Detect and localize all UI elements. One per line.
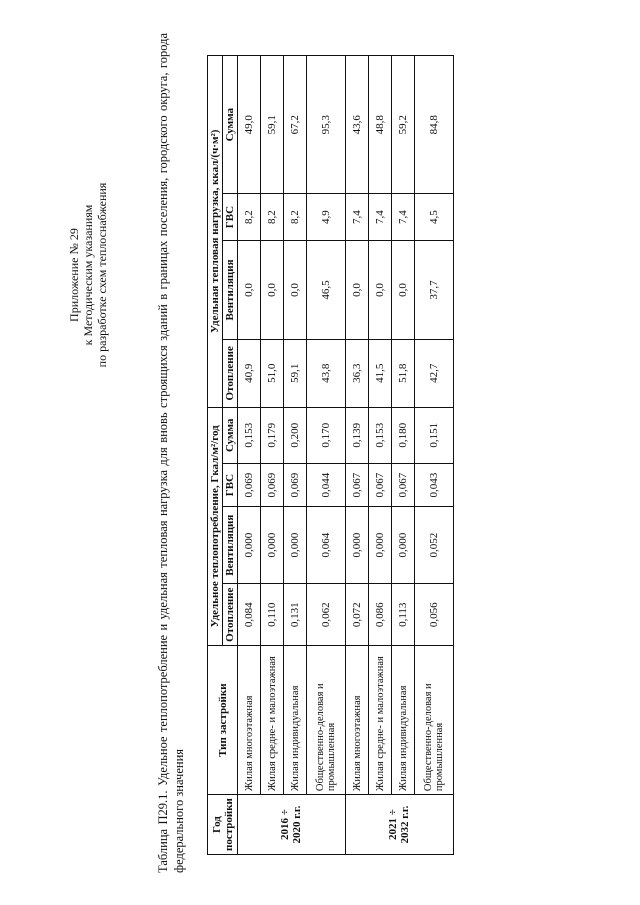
table-row	[345, 56, 368, 855]
value-cell: 0,067	[392, 464, 415, 507]
value-cell: 0,170	[307, 407, 346, 464]
value-cell: 48,8	[369, 56, 392, 194]
value-cell: 59,1	[261, 56, 284, 194]
header-total: Сумма	[223, 407, 238, 464]
value-cell: 8,2	[284, 194, 307, 240]
value-cell: 0,0	[261, 240, 284, 339]
value-cell: 40,9	[238, 340, 261, 407]
table-row	[284, 56, 307, 855]
value-cell: 0,069	[284, 464, 307, 507]
value-cell: 59,1	[284, 340, 307, 407]
building-type-cell: Общественно-деловая и промышленная	[307, 646, 346, 795]
table-row	[238, 56, 261, 855]
header-heating: Отопление	[223, 340, 238, 407]
value-cell: 7,4	[369, 194, 392, 240]
value-cell: 0,200	[284, 407, 307, 464]
building-type-cell: Жилая средне- и малоэтажная	[369, 646, 392, 795]
appendix-note	[67, 95, 109, 455]
value-cell: 0,139	[345, 407, 368, 464]
table-body	[238, 56, 454, 855]
building-type-cell: Жилая индивидуальная	[392, 646, 415, 795]
table-row	[369, 56, 392, 855]
value-cell: 8,2	[238, 194, 261, 240]
value-cell: 43,8	[307, 340, 346, 407]
value-cell: 0,052	[415, 507, 454, 584]
value-cell: 0,069	[261, 464, 284, 507]
value-cell: 84,8	[415, 56, 454, 194]
header-heating: Отопление	[223, 584, 238, 646]
value-cell: 95,3	[307, 56, 346, 194]
value-cell: 0,0	[392, 240, 415, 339]
value-cell: 0,0	[238, 240, 261, 339]
header-ventilation: Вентиляция	[223, 507, 238, 584]
value-cell: 0,0	[284, 240, 307, 339]
value-cell: 0,110	[261, 584, 284, 646]
value-cell: 49,0	[238, 56, 261, 194]
building-type-cell: Жилая средне- и малоэтажная	[261, 646, 284, 795]
value-cell: 4,9	[307, 194, 346, 240]
value-cell: 46,5	[307, 240, 346, 339]
header-building-type: Тип застройки	[208, 646, 238, 795]
value-cell: 0,000	[345, 507, 368, 584]
value-cell: 0,0	[369, 240, 392, 339]
value-cell: 0,0	[345, 240, 368, 339]
value-cell: 0,067	[369, 464, 392, 507]
appendix-number: Приложение № 29	[67, 228, 81, 322]
value-cell: 0,069	[238, 464, 261, 507]
building-type-cell: Жилая многоэтажная	[238, 646, 261, 795]
value-cell: 36,3	[345, 340, 368, 407]
value-cell: 8,2	[261, 194, 284, 240]
heat-consumption-table	[207, 55, 454, 855]
value-cell: 0,179	[261, 407, 284, 464]
value-cell: 43,6	[345, 56, 368, 194]
header-load-group: Удельная тепловая нагрузка, ккал/(ч·м²)	[208, 56, 223, 408]
value-cell: 0,131	[284, 584, 307, 646]
value-cell: 0,056	[415, 584, 454, 646]
building-type-cell: Общественно-деловая и промышленная	[415, 646, 454, 795]
period-label: 2021 ÷ 2032 г.г.	[345, 795, 453, 855]
building-type-cell: Жилая индивидуальная	[284, 646, 307, 795]
header-period: Год постройки	[208, 795, 238, 855]
value-cell: 67,2	[284, 56, 307, 194]
value-cell: 0,000	[392, 507, 415, 584]
building-type-cell: Жилая многоэтажная	[345, 646, 368, 795]
header-total: Сумма	[223, 56, 238, 194]
appendix-reference: к Методическим указаниям	[81, 204, 95, 346]
header-hot-water: ГВС	[223, 464, 238, 507]
value-cell: 0,113	[392, 584, 415, 646]
appendix-subject: по разработке схем теплоснабжения	[95, 182, 109, 368]
table-row	[261, 56, 284, 855]
value-cell: 0,067	[345, 464, 368, 507]
value-cell: 4,5	[415, 194, 454, 240]
header-consumption-group: Удельное теплопотребление, Гкал/м²/год	[208, 407, 223, 646]
value-cell: 0,000	[369, 507, 392, 584]
value-cell: 51,8	[392, 340, 415, 407]
table-row	[392, 56, 415, 855]
value-cell: 0,062	[307, 584, 346, 646]
value-cell: 0,153	[238, 407, 261, 464]
value-cell: 0,084	[238, 584, 261, 646]
value-cell: 0,151	[415, 407, 454, 464]
value-cell: 0,072	[345, 584, 368, 646]
value-cell: 7,4	[392, 194, 415, 240]
table-row	[415, 56, 454, 855]
value-cell: 0,180	[392, 407, 415, 464]
value-cell: 0,000	[261, 507, 284, 584]
value-cell: 0,044	[307, 464, 346, 507]
table-row	[307, 56, 346, 855]
value-cell: 0,043	[415, 464, 454, 507]
header-hot-water: ГВС	[223, 194, 238, 240]
value-cell: 0,000	[284, 507, 307, 584]
table-caption: Таблица П29.1. Удельное теплопотребление и удельная тепловая нагрузка для вновь строящихся зданий в границах поселения, городского округа, города федерального значения	[156, 33, 186, 873]
value-cell: 37,7	[415, 240, 454, 339]
value-cell: 7,4	[345, 194, 368, 240]
value-cell: 51,0	[261, 340, 284, 407]
header-ventilation: Вентиляция	[223, 240, 238, 339]
value-cell: 59,2	[392, 56, 415, 194]
value-cell: 0,000	[238, 507, 261, 584]
value-cell: 0,064	[307, 507, 346, 584]
value-cell: 41,5	[369, 340, 392, 407]
period-label: 2016 ÷ 2020 г.г.	[238, 795, 346, 855]
value-cell: 0,153	[369, 407, 392, 464]
value-cell: 0,086	[369, 584, 392, 646]
value-cell: 42,7	[415, 340, 454, 407]
